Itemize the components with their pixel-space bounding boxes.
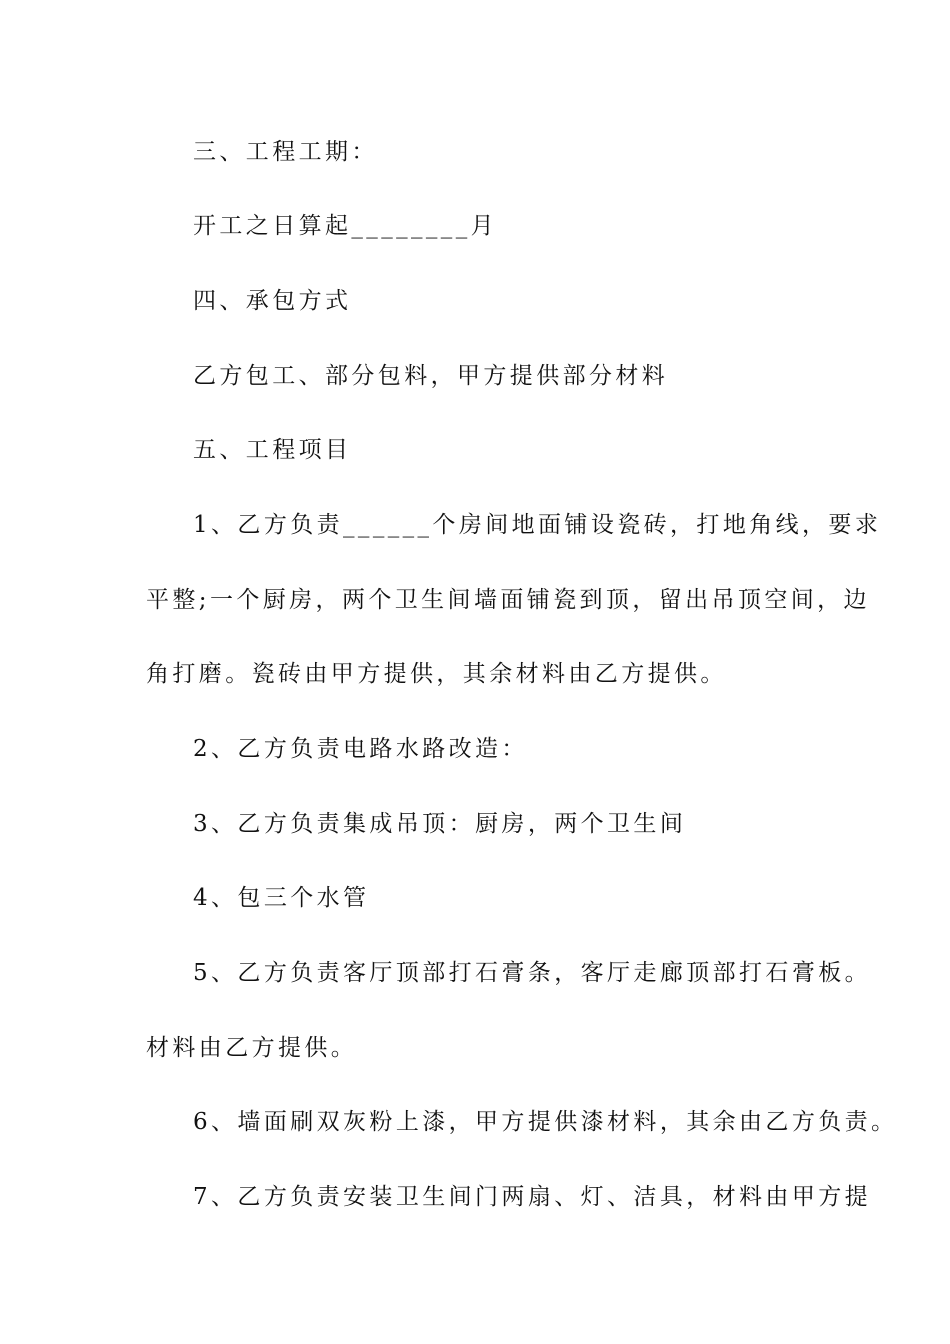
item-1-line-2: 平整;一个厨房，两个卫生间墙面铺瓷到顶，留出吊顶空间，边 [146,587,870,613]
item-2: 2、乙方负责电路水路改造： [193,736,528,762]
item-5-line-2: 材料由乙方提供。 [146,1035,358,1061]
item-4: 4、包三个水管 [193,885,370,911]
item-3: 3、乙方负责集成吊顶：厨房，两个卫生间 [193,811,687,837]
item-6: 6、墙面刷双灰粉上漆，甲方提供漆材料，其余由乙方负责。 [193,1109,898,1135]
schedule-text: 开工之日算起________月 [193,213,497,239]
item-5-line-1: 5、乙方负责客厅顶部打石膏条，客厅走廊顶部打石膏板。 [193,960,872,986]
item-1-line-3: 角打磨。瓷砖由甲方提供，其余材料由乙方提供。 [146,661,727,687]
section-heading-contract-method: 四、承包方式 [193,288,352,314]
item-1-line-1: 1、乙方负责______个房间地面铺设瓷砖，打地角线，要求 [193,512,882,538]
contract-method-text: 乙方包工、部分包料，甲方提供部分材料 [193,363,669,389]
section-heading-project-items: 五、工程项目 [193,437,352,463]
section-heading-schedule: 三、工程工期： [193,139,378,165]
item-7-line-1: 7、乙方负责安装卫生间门两扇、灯、洁具，材料由甲方提 [193,1184,872,1210]
